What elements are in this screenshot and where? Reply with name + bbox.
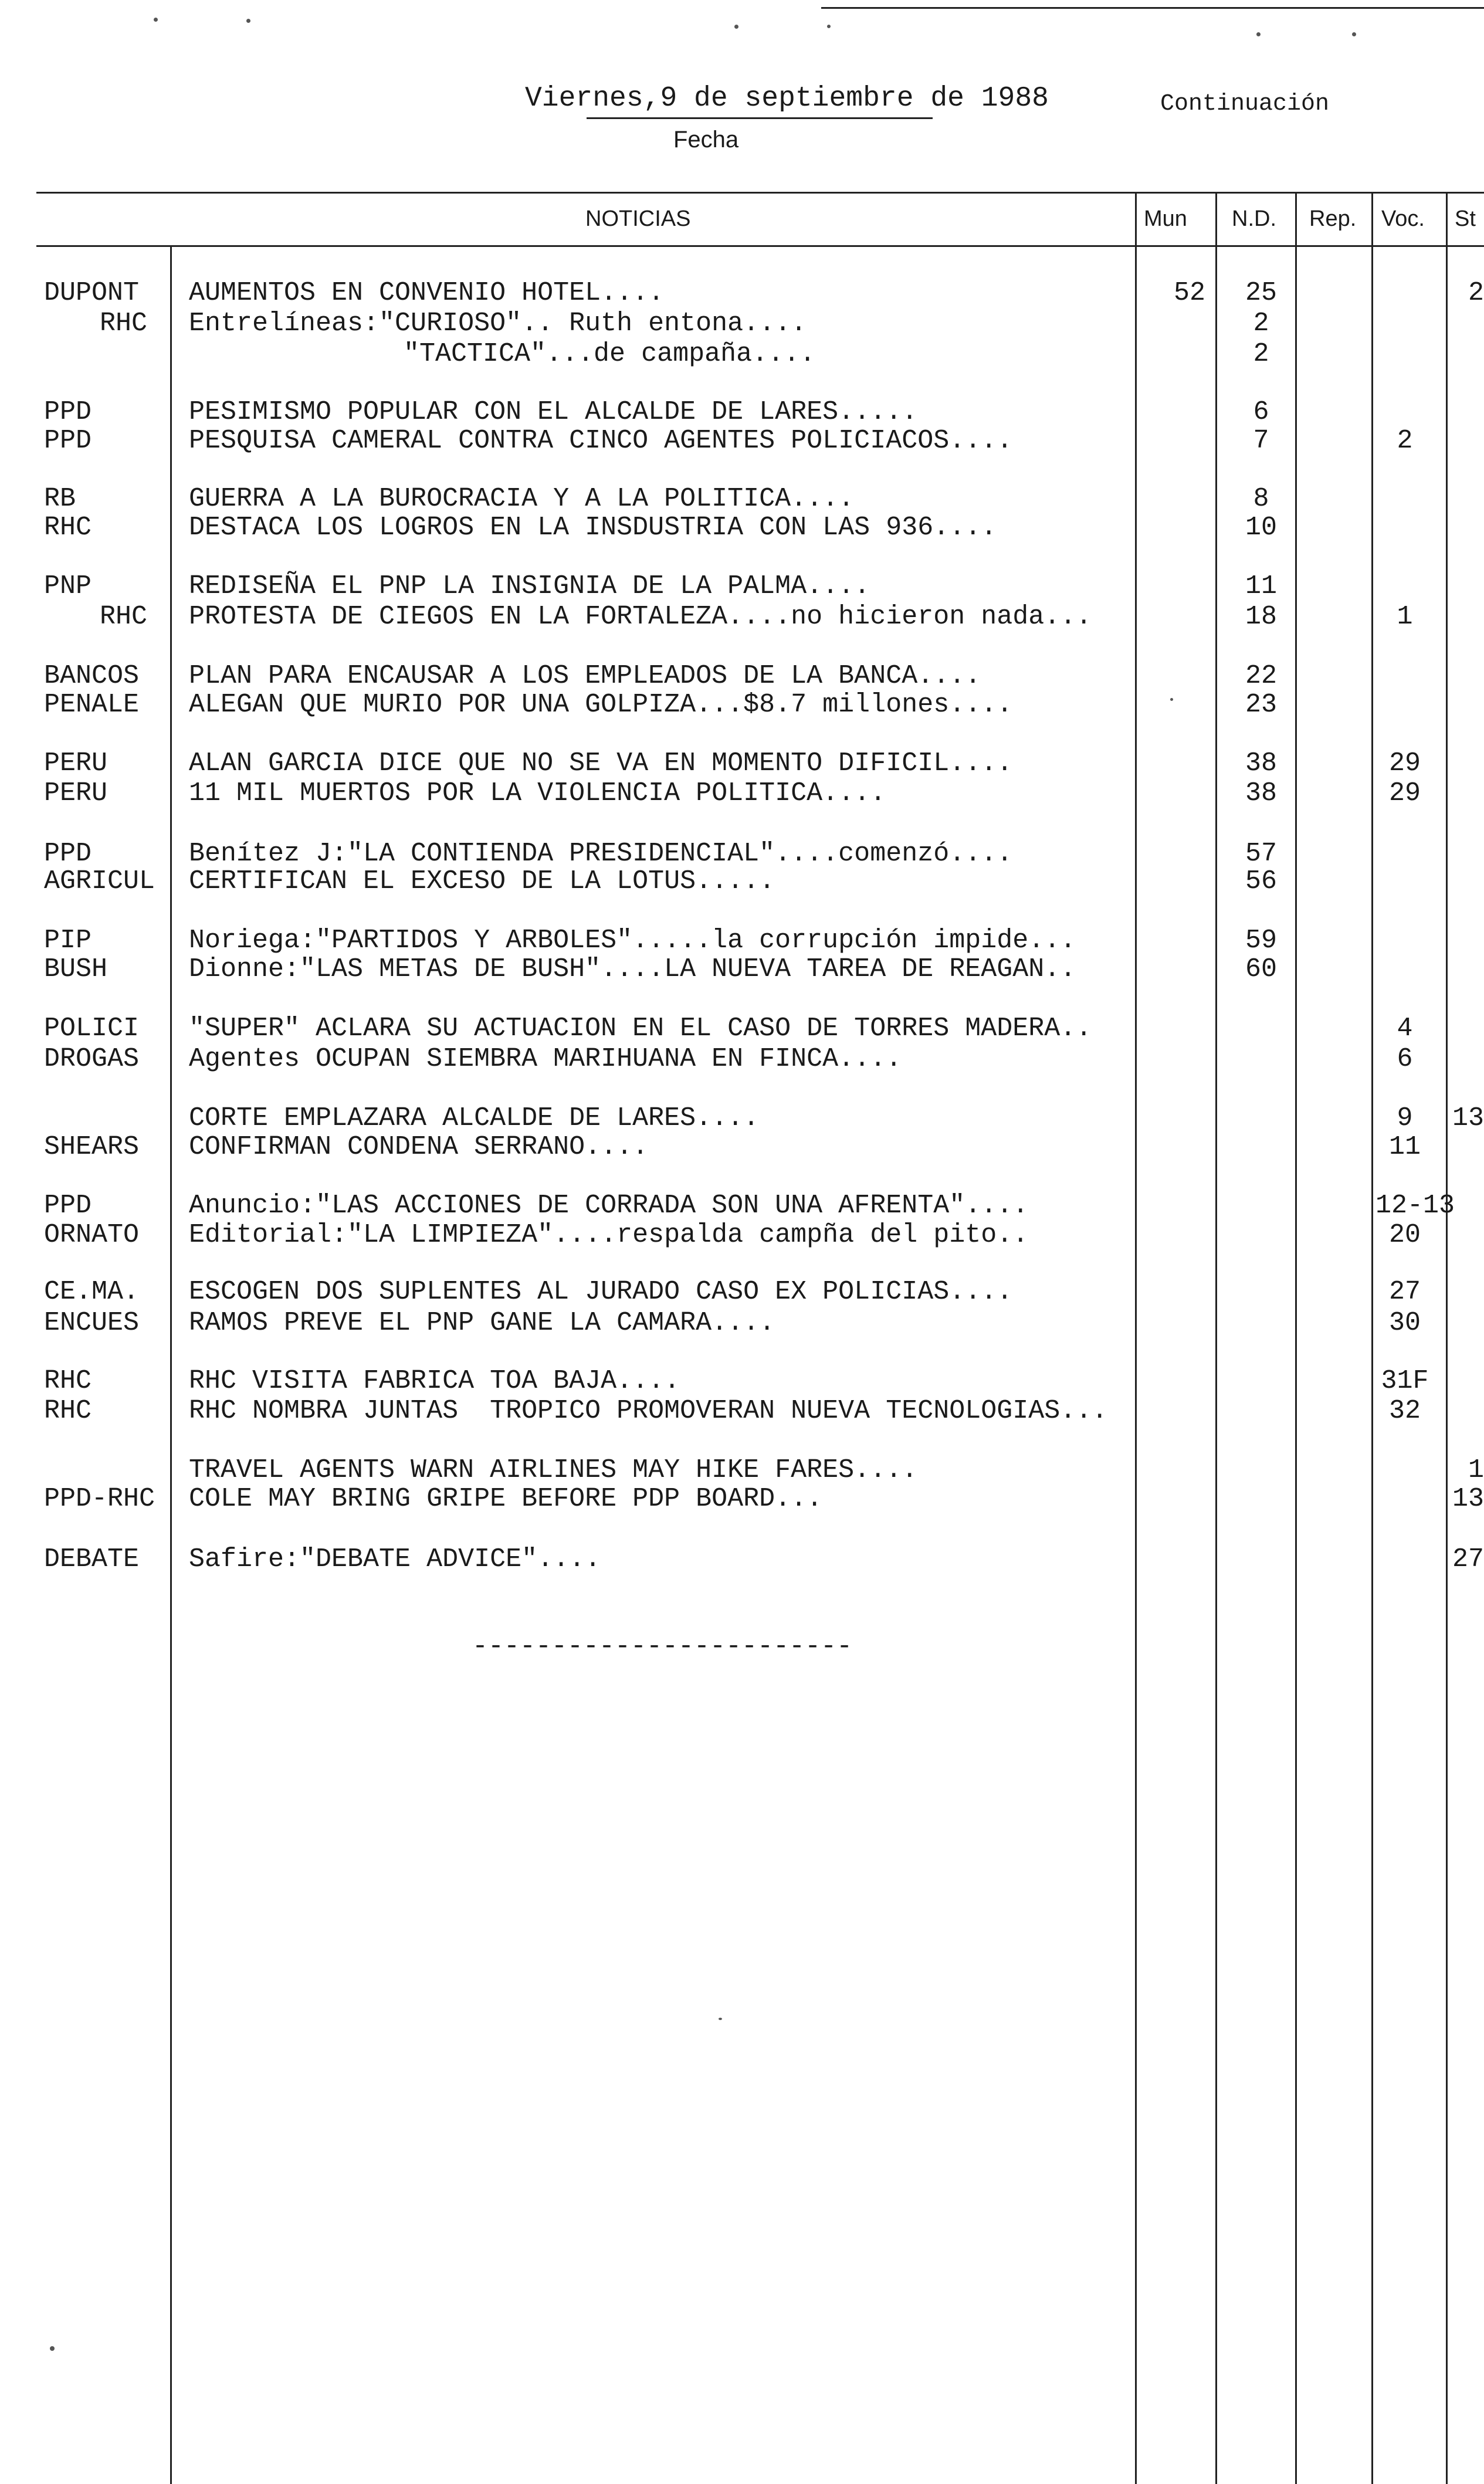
scan-speck [1352, 32, 1356, 36]
row-voc: 4 [1397, 1014, 1413, 1043]
row-title: COLE MAY BRING GRIPE BEFORE PDP BOARD... [189, 1484, 823, 1514]
scan-speck [50, 2346, 55, 2351]
table-row [0, 1308, 1484, 1338]
row-title: PESIMISMO POPULAR CON EL ALCALDE DE LARES..... [189, 397, 918, 427]
row-title: CORTE EMPLAZARA ALCALDE DE LARES.... [189, 1103, 760, 1133]
table-row [0, 1544, 1484, 1575]
row-title: Agentes OCUPAN SIEMBRA MARIHUANA EN FINCA.... [189, 1044, 902, 1074]
row-section: PERU [44, 748, 108, 778]
continuation-label: Continuación [1160, 91, 1330, 117]
table-row [0, 661, 1484, 692]
row-nd: 10 [1245, 513, 1277, 543]
row-title: Benítez J:"LA CONTIENDA PRESIDENCIAL"....comenzó.... [189, 839, 1013, 869]
row-section: CE.MA. [44, 1277, 140, 1307]
row-section: ORNATO [44, 1220, 140, 1250]
column-header-rep: Rep. [1309, 206, 1357, 231]
table-row [0, 1191, 1484, 1221]
table-row [0, 1455, 1484, 1486]
row-voc: 9 [1397, 1103, 1413, 1133]
row-voc: 11 [1388, 1132, 1421, 1162]
table-row [0, 397, 1484, 428]
row-section: RHC [100, 602, 148, 632]
scan-speck [246, 19, 250, 23]
row-mun: 52 [1173, 278, 1205, 308]
page-top-edge [821, 7, 1484, 9]
date-underline [587, 117, 933, 119]
row-title: ALEGAN QUE MURIO POR UNA GOLPIZA...$8.7 millones.... [189, 690, 1013, 720]
row-title: PLAN PARA ENCAUSAR A LOS EMPLEADOS DE LA BANCA.... [189, 661, 981, 691]
row-section: PPD [44, 426, 92, 456]
row-title: RAMOS PREVE EL PNP GANE LA CAMARA.... [189, 1308, 775, 1338]
date-text: Viernes,9 de septiembre de 1988 [525, 83, 1049, 114]
row-nd: 38 [1245, 748, 1277, 778]
row-nd: 18 [1245, 602, 1277, 632]
row-title: PROTESTA DE CIEGOS EN LA FORTALEZA....no hicieron nada... [189, 602, 1092, 632]
date-caption: Fecha [673, 127, 739, 153]
row-section: PPD [44, 1191, 92, 1221]
row-section: PPD [44, 397, 92, 427]
row-voc: 6 [1397, 1044, 1413, 1074]
table-row [0, 484, 1484, 514]
table-row [0, 278, 1484, 309]
column-header-st: St [1455, 206, 1476, 231]
column-header-mun: Mun [1144, 206, 1187, 231]
row-nd: 2 [1253, 339, 1269, 369]
table-row [0, 1396, 1484, 1426]
table-row [0, 1103, 1484, 1134]
row-section: PIP [44, 926, 92, 955]
table-row [0, 1014, 1484, 1044]
row-nd: 22 [1245, 661, 1277, 691]
footer-separator: ------------------------ [472, 1632, 853, 1662]
row-title: Dionne:"LAS METAS DE BUSH"....LA NUEVA TAREA DE REAGAN.. [189, 954, 1076, 984]
row-nd: 60 [1245, 954, 1277, 984]
row-title: DESTACA LOS LOGROS EN LA INSDUSTRIA CON LAS 936.... [189, 513, 997, 543]
scan-speck [1170, 698, 1173, 701]
row-title: "SUPER" ACLARA SU ACTUACION EN EL CASO DE TORRES MADERA.. [189, 1014, 1092, 1043]
row-section: RHC [44, 513, 92, 543]
table-row [0, 926, 1484, 956]
row-nd: 23 [1245, 690, 1277, 720]
column-header-noticias: NOTICIAS [585, 206, 691, 231]
column-header-nd: N.D. [1232, 206, 1276, 231]
row-voc: 20 [1388, 1220, 1421, 1250]
row-nd: 59 [1245, 926, 1277, 955]
table-row [0, 1132, 1484, 1163]
row-title: TRAVEL AGENTS WARN AIRLINES MAY HIKE FARES.... [189, 1455, 918, 1485]
row-section: BANCOS [44, 661, 140, 691]
row-voc: 29 [1388, 748, 1421, 778]
row-nd: 38 [1245, 778, 1277, 808]
row-voc: 29 [1388, 778, 1421, 808]
table-row [0, 309, 1484, 339]
scan-speck [1256, 32, 1261, 36]
row-nd: 2 [1253, 309, 1269, 338]
table-row [0, 954, 1484, 985]
row-section: DROGAS [44, 1044, 140, 1074]
row-title: Noriega:"PARTIDOS Y ARBOLES".....la corrupción impide... [189, 926, 1076, 955]
row-title: ESCOGEN DOS SUPLENTES AL JURADO CASO EX POLICIAS.... [189, 1277, 1013, 1307]
row-title: "TACTICA"...de campaña.... [404, 339, 816, 369]
row-nd: 7 [1253, 426, 1269, 456]
table-row [0, 839, 1484, 869]
row-section: RB [44, 484, 76, 514]
row-section: PENALE [44, 690, 140, 720]
row-nd: 56 [1245, 866, 1277, 896]
row-title: AUMENTOS EN CONVENIO HOTEL.... [189, 278, 665, 308]
scan-speck [827, 25, 831, 28]
row-st: 2 [1468, 278, 1484, 308]
row-voc: 31F [1381, 1366, 1429, 1396]
row-section: RHC [44, 1396, 92, 1426]
row-nd: 57 [1245, 839, 1277, 869]
table-row [0, 513, 1484, 543]
row-st: 13 [1452, 1484, 1484, 1514]
scan-speck [734, 25, 738, 29]
table-row [0, 339, 1484, 370]
row-voc: 30 [1388, 1308, 1421, 1338]
row-title: PESQUISA CAMERAL CONTRA CINCO AGENTES POLICIACOS.... [189, 426, 1013, 456]
table-top-rule [36, 192, 1484, 194]
row-title: CERTIFICAN EL EXCESO DE LA LOTUS..... [189, 866, 775, 896]
table-header-rule [36, 245, 1484, 247]
row-nd: 11 [1245, 571, 1277, 601]
row-st: 13 [1452, 1103, 1484, 1133]
table-row [0, 778, 1484, 809]
row-title: RHC NOMBRA JUNTAS TROPICO PROMOVERAN NUEVA TECNOLOGIAS... [189, 1396, 1108, 1426]
row-nd: 25 [1245, 278, 1277, 308]
row-voc: 12-13 [1375, 1191, 1455, 1221]
row-title: REDISEÑA EL PNP LA INSIGNIA DE LA PALMA.... [189, 571, 870, 601]
row-nd: 6 [1253, 397, 1269, 427]
row-title: Editorial:"LA LIMPIEZA"....respalda campña del pito.. [189, 1220, 1029, 1250]
row-section: RHC [44, 1366, 92, 1396]
table-row [0, 866, 1484, 897]
row-title: RHC VISITA FABRICA TOA BAJA.... [189, 1366, 680, 1396]
table-row [0, 1220, 1484, 1251]
row-title: CONFIRMAN CONDENA SERRANO.... [189, 1132, 649, 1162]
table-row [0, 748, 1484, 779]
row-section: SHEARS [44, 1132, 140, 1162]
column-header-voc: Voc. [1381, 206, 1425, 231]
table-row [0, 1484, 1484, 1514]
table-row [0, 1277, 1484, 1307]
table-row [0, 690, 1484, 720]
row-nd: 8 [1253, 484, 1269, 514]
row-voc: 2 [1397, 426, 1413, 456]
row-section: DEBATE [44, 1544, 140, 1574]
row-title: Anuncio:"LAS ACCIONES DE CORRADA SON UNA AFRENTA".... [189, 1191, 1029, 1221]
row-section: BUSH [44, 954, 108, 984]
row-title: Entrelíneas:"CURIOSO".. Ruth entona.... [189, 309, 807, 338]
row-title: Safire:"DEBATE ADVICE".... [189, 1544, 601, 1574]
row-voc: 27 [1388, 1277, 1421, 1307]
row-section: PPD-RHC [44, 1484, 155, 1514]
table-row [0, 602, 1484, 632]
table-row [0, 571, 1484, 602]
row-st: 1 [1468, 1455, 1484, 1485]
row-title: GUERRA A LA BUROCRACIA Y A LA POLITICA.... [189, 484, 855, 514]
scan-speck [154, 18, 158, 22]
table-row [0, 1044, 1484, 1075]
row-st: 27 [1452, 1544, 1484, 1574]
row-section: PPD [44, 839, 92, 869]
row-title: 11 MIL MUERTOS POR LA VIOLENCIA POLITICA.... [189, 778, 886, 808]
row-section: PNP [44, 571, 92, 601]
row-section: ENCUES [44, 1308, 140, 1338]
row-title: ALAN GARCIA DICE QUE NO SE VA EN MOMENTO DIFICIL.... [189, 748, 1013, 778]
row-voc: 32 [1388, 1396, 1421, 1426]
row-section: AGRICUL [44, 866, 155, 896]
row-section: RHC [100, 309, 148, 338]
table-row [0, 426, 1484, 456]
row-section: PERU [44, 778, 108, 808]
row-section: DUPONT [44, 278, 140, 308]
row-voc: 1 [1397, 602, 1413, 632]
table-row [0, 1366, 1484, 1397]
scan-speck [719, 2018, 722, 2020]
row-section: POLICI [44, 1014, 140, 1043]
